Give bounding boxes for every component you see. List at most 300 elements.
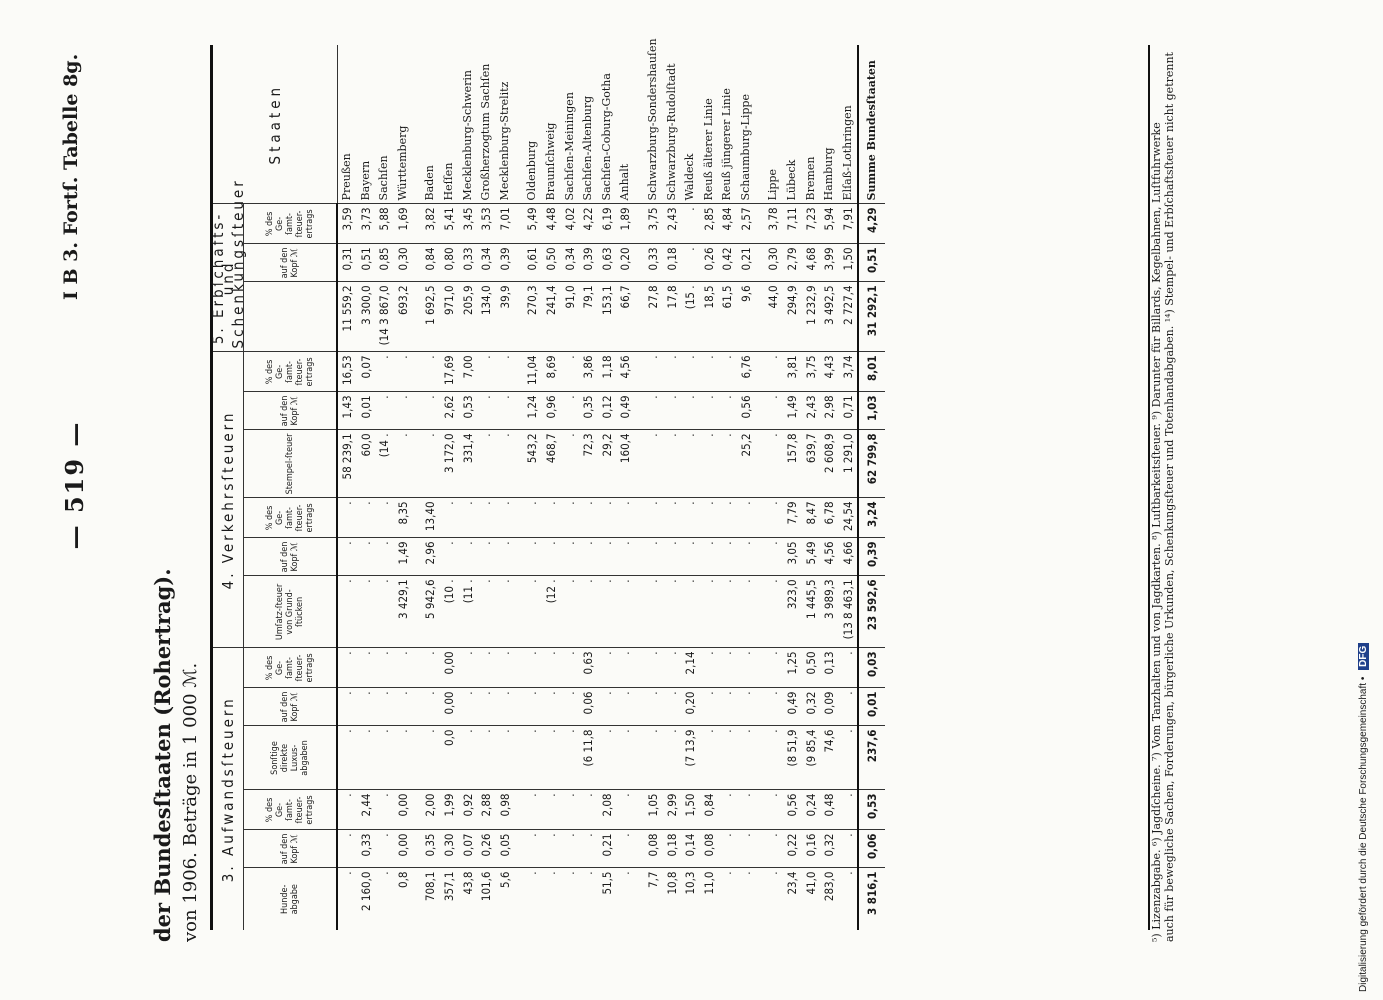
- table-cell: 1 232,9: [802, 282, 821, 352]
- table-cell: 17,8: [663, 282, 682, 352]
- table-cell: 74,6: [820, 726, 839, 790]
- state-name: Reuß älterer Linie: [700, 45, 719, 204]
- table-row: [421, 45, 440, 930]
- table-cell: .: [340, 871, 354, 875]
- state-name: Schwarzburg-Rudolſtadt: [663, 45, 682, 204]
- table-cell: 0,71: [839, 392, 859, 430]
- table-row: [802, 45, 821, 930]
- table-cell: 3 492,5: [820, 282, 839, 352]
- table-cell: .: [337, 830, 357, 868]
- table-cell: 693,2: [394, 282, 413, 352]
- table-cell: 1,50: [839, 244, 859, 282]
- table-cell: 0,48: [820, 790, 839, 830]
- table-cell: 0,84: [700, 790, 719, 830]
- table-cell: .: [663, 688, 682, 726]
- table-cell: 1,89: [616, 204, 635, 244]
- table-cell: 3 989,3: [820, 576, 839, 648]
- table-cell: .: [579, 830, 598, 868]
- table-cell: 153,1: [598, 282, 617, 352]
- table-cell: 0,53: [858, 790, 885, 830]
- table-cell: .: [523, 576, 542, 648]
- dfg-logo: DFG: [1358, 643, 1369, 670]
- table-cell: 2,43: [802, 392, 821, 430]
- spacer-cell: [635, 688, 644, 726]
- table-cell: .: [357, 726, 376, 790]
- table-cell: .: [700, 648, 719, 688]
- state-name: Sachſen: [375, 45, 394, 204]
- table-cell: 0,51: [357, 244, 376, 282]
- table-cell: 708,1: [423, 871, 438, 902]
- spacer-cell: [755, 45, 764, 204]
- table-cell: 2,98: [820, 392, 839, 430]
- table-cell: .: [496, 576, 515, 648]
- table-cell: 0,07: [459, 830, 478, 868]
- table-cell: .: [616, 688, 635, 726]
- spacer-cell: [514, 576, 523, 648]
- table-row: [477, 45, 496, 930]
- table-cell: 58 239,1: [337, 430, 357, 498]
- spacer-cell: [514, 392, 523, 430]
- table-cell: .: [357, 688, 376, 726]
- spacer-cell: [635, 498, 644, 538]
- table-cell: 18,5: [700, 282, 719, 352]
- spacer-cell: [755, 688, 764, 726]
- spacer-cell: [412, 282, 421, 352]
- table-cell: .: [496, 430, 515, 498]
- table-cell: 0,98: [496, 790, 515, 830]
- table-cell: .: [357, 648, 376, 688]
- table-cell: .: [561, 726, 580, 790]
- table-row: [375, 45, 394, 930]
- table-cell: .: [737, 726, 756, 790]
- table-cell: 11,04: [523, 352, 542, 392]
- table-cell: .: [718, 498, 737, 538]
- table-cell: .: [764, 498, 783, 538]
- table-cell: .: [459, 498, 478, 538]
- table-cell: 1 291,0: [839, 430, 859, 498]
- table-cell: 0,21: [598, 830, 617, 868]
- table-cell: 3,24: [858, 498, 885, 538]
- tax-table: [209, 38, 885, 930]
- table-cell: 283,0: [822, 871, 837, 902]
- table-cell: 0,13: [820, 648, 839, 688]
- table-cell: (8 51,9: [783, 726, 802, 790]
- table-cell: .: [375, 392, 394, 430]
- table-cell: .: [700, 392, 719, 430]
- table-cell: 1,50: [681, 790, 700, 830]
- table-cell: .: [644, 538, 663, 576]
- table-cell: .: [681, 244, 700, 282]
- col-pct: % des Ge-ſamt-ſteuer-ertrags: [244, 204, 338, 244]
- table-cell: 7,79: [783, 498, 802, 538]
- table-cell: 66,7: [616, 282, 635, 352]
- table-cell: .: [496, 726, 515, 790]
- table-cell: 0,33: [357, 830, 376, 868]
- digitization-note: [1358, 2, 1369, 992]
- table-cell: 0,35: [421, 830, 440, 868]
- table-cell: 0,30: [394, 244, 413, 282]
- table-cell: .: [477, 392, 496, 430]
- table-cell: 5,6: [497, 871, 512, 888]
- state-name: Sachſen-Altenburg: [579, 45, 598, 204]
- table-cell: .: [616, 726, 635, 790]
- table-cell: .: [542, 790, 561, 830]
- state-name: Summe Bundesſtaaten: [858, 45, 885, 204]
- spacer-cell: [412, 45, 421, 204]
- table-cell: .: [718, 648, 737, 688]
- table-cell: 7,23: [802, 204, 821, 244]
- spacer-cell: [412, 830, 421, 868]
- table-cell: .: [421, 648, 440, 688]
- table-body: [337, 38, 885, 930]
- col-umsatzsteuer: Umſatz-ſteuer von Grund-ſtücken: [244, 576, 338, 648]
- table-cell: 0,39: [858, 538, 885, 576]
- table-cell: .: [644, 648, 663, 688]
- table-cell: (7 13,9: [681, 726, 700, 790]
- state-name: Baden: [421, 45, 440, 204]
- table-row: [616, 45, 635, 930]
- table-cell: 4,02: [561, 204, 580, 244]
- table-cell: .: [718, 392, 737, 430]
- table-cell: 0,18: [663, 244, 682, 282]
- table-cell: .: [839, 790, 859, 830]
- table-cell: 3,81: [783, 352, 802, 392]
- table-cell: 8,35: [394, 498, 413, 538]
- table-cell: 5,49: [523, 204, 542, 244]
- table-cell: 60,0: [357, 430, 376, 498]
- table-cell: .: [579, 538, 598, 576]
- group-aufwandssteuern: 3. Aufwandsſteuern: [213, 648, 244, 930]
- state-name: Reuß jüngerer Linie: [718, 45, 737, 204]
- table-cell: 8,47: [802, 498, 821, 538]
- table-cell: 0,33: [459, 244, 478, 282]
- table-cell: .: [663, 392, 682, 430]
- table-row: [839, 45, 859, 930]
- table-cell: .: [663, 538, 682, 576]
- table-cell: 0,05: [496, 830, 515, 868]
- table-row: [644, 45, 663, 930]
- table-cell: .: [561, 648, 580, 688]
- spacer-cell: [635, 204, 644, 244]
- spacer-cell: [635, 430, 644, 498]
- table-cell: 357,1: [441, 871, 456, 902]
- table-cell: .: [561, 392, 580, 430]
- table-cell: .: [737, 648, 756, 688]
- table-cell: 0,21: [737, 244, 756, 282]
- spacer-cell: [412, 726, 421, 790]
- table-cell: 0,80: [440, 244, 459, 282]
- table-cell: 0,51: [858, 244, 885, 282]
- footnote-line-1: ⁵) Lizenzabgabe. ⁶) Jagdſcheine. ⁷) Vom Tanzhalten und von Jagdkarten. ⁸) Luſtbarkeitsſteuer. ⁹) Darunter für Billards, Kegelbahnen, Luſtfuhrwerke: [1150, 122, 1163, 942]
- col-sonstige: Sonſtige direkte Luxus-abgaben: [244, 726, 338, 790]
- table-cell: 2,99: [663, 790, 682, 830]
- table-cell: 2,08: [598, 790, 617, 830]
- table-cell: .: [477, 576, 496, 648]
- col-hundeabgabe: Hunde-abgabe: [244, 868, 338, 930]
- table-cell: .: [523, 688, 542, 726]
- table-cell: .: [644, 498, 663, 538]
- table-cell: 241,4: [542, 282, 561, 352]
- state-name: Bremen: [802, 45, 821, 204]
- table-cell: 7,7: [645, 871, 660, 888]
- table-cell: .: [766, 871, 781, 875]
- table-cell: 10,3: [683, 871, 698, 895]
- table-cell: .: [375, 726, 394, 790]
- table-cell: .: [375, 538, 394, 576]
- table-cell: .: [421, 352, 440, 392]
- table-cell: 323,0: [783, 576, 802, 648]
- table-row: [764, 45, 783, 930]
- table-cell: .: [764, 392, 783, 430]
- table-cell: 1 445,5: [802, 576, 821, 648]
- table-cell: 0,20: [681, 688, 700, 726]
- table-cell: .: [737, 498, 756, 538]
- table-cell: .: [663, 498, 682, 538]
- table-cell: 44,0: [764, 282, 783, 352]
- table-cell: .: [337, 498, 357, 538]
- table-cell: 6,19: [598, 204, 617, 244]
- spacer-cell: [412, 352, 421, 392]
- table-row: [459, 45, 478, 930]
- table-cell: .: [681, 204, 700, 244]
- spacer-cell: [514, 726, 523, 790]
- table-cell: .: [561, 352, 580, 392]
- table-cell: .: [598, 648, 617, 688]
- table-cell: 6,76: [737, 352, 756, 392]
- table-cell: 0,30: [440, 830, 459, 868]
- state-name: Bayern: [357, 45, 376, 204]
- table-cell: .: [700, 352, 719, 392]
- table-cell: .: [764, 688, 783, 726]
- spacer-cell: [755, 282, 764, 352]
- table-cell: .: [839, 648, 859, 688]
- table-cell: 0,14: [681, 830, 700, 868]
- spacer-cell: [755, 830, 764, 868]
- table-cell: .: [477, 726, 496, 790]
- spacer-cell: [635, 352, 644, 392]
- table-cell: 0,39: [579, 244, 598, 282]
- table-row: [700, 45, 719, 930]
- table-cell: .: [337, 648, 357, 688]
- table-cell: 4,84: [718, 204, 737, 244]
- col-pct: % des Ge-ſamt-ſteuer-ertrags: [244, 498, 338, 538]
- spacer-cell: [755, 726, 764, 790]
- table-cell: .: [542, 648, 561, 688]
- spacer-cell: [635, 392, 644, 430]
- spacer-cell: [755, 392, 764, 430]
- table-cell: .: [839, 726, 859, 790]
- table-cell: 6,78: [820, 498, 839, 538]
- table-cell: .: [421, 392, 440, 430]
- footnotes: [1150, 42, 1176, 942]
- table-cell: .: [523, 498, 542, 538]
- table-cell: 3 172,0: [440, 430, 459, 498]
- table-cell: 160,4: [616, 430, 635, 498]
- table-cell: 0,63: [598, 244, 617, 282]
- table-cell: 1,18: [598, 352, 617, 392]
- state-name: Schwarzburg-Sondershauſen: [644, 45, 663, 204]
- table-cell: 3,73: [357, 204, 376, 244]
- spacer-cell: [412, 538, 421, 576]
- page-header: [0, 0, 210, 1000]
- spacer-cell: [635, 244, 644, 282]
- table-cell: .: [523, 830, 542, 868]
- table-cell: .: [357, 498, 376, 538]
- table-cell: 0,16: [802, 830, 821, 868]
- spacer-cell: [514, 204, 523, 244]
- table-cell: .: [542, 830, 561, 868]
- table-cell: .: [579, 498, 598, 538]
- table-cell: 0,85: [375, 244, 394, 282]
- table-cell: .: [616, 576, 635, 648]
- table-cell: .: [737, 576, 756, 648]
- table-cell: 0,01: [858, 688, 885, 726]
- header-staaten: Staaten: [213, 45, 337, 204]
- table-cell: 3,59: [337, 204, 357, 244]
- table-cell: .: [700, 576, 719, 648]
- spacer-cell: [514, 45, 523, 204]
- col-pct: % des Ge-ſamt-ſteuer-ertrags: [244, 352, 338, 392]
- table-cell: .: [700, 498, 719, 538]
- col-kopf: auf den Kopf ℳ: [244, 244, 338, 282]
- spacer-cell: [635, 576, 644, 648]
- table-cell: .: [561, 688, 580, 726]
- table-cell: 5,41: [440, 204, 459, 244]
- table-cell: .: [561, 430, 580, 498]
- col-kopf: auf den Kopf ℳ: [244, 688, 338, 726]
- table-cell: 0,49: [616, 392, 635, 430]
- spacer-cell: [635, 830, 644, 868]
- table-cell: 72,3: [579, 430, 598, 498]
- table-cell: 270,3: [523, 282, 542, 352]
- table-row: [598, 45, 617, 930]
- table-cell: .: [618, 871, 633, 875]
- table-cell: 2,57: [737, 204, 756, 244]
- table-cell: 331,4: [459, 430, 478, 498]
- col-kopf: auf den Kopf ℳ: [244, 392, 338, 430]
- table-cell: .: [459, 538, 478, 576]
- table-cell: 4,56: [616, 352, 635, 392]
- table-cell: 7,00: [459, 352, 478, 392]
- spacer-cell: [412, 576, 421, 648]
- table-cell: 11 559,2: [337, 282, 357, 352]
- spacer-cell: [755, 430, 764, 498]
- table-cell: 157,8: [783, 430, 802, 498]
- table-cell: .: [477, 648, 496, 688]
- table-cell: .: [700, 538, 719, 576]
- spacer-cell: [514, 830, 523, 868]
- table-cell: 0,56: [783, 790, 802, 830]
- table-cell: .: [377, 871, 392, 875]
- table-cell: 23 592,6: [858, 576, 885, 648]
- table-cell: 3,75: [802, 352, 821, 392]
- spacer-cell: [514, 790, 523, 830]
- col-pct: % des Ge-ſamt-ſteuer-ertrags: [244, 648, 338, 688]
- table-cell: .: [337, 790, 357, 830]
- table-cell: 0,08: [644, 830, 663, 868]
- total-row: [858, 45, 885, 930]
- state-name: Anhalt: [616, 45, 635, 204]
- table-cell: 0,22: [783, 830, 802, 868]
- table-cell: .: [375, 830, 394, 868]
- table-cell: .: [840, 871, 855, 875]
- table-cell: .: [337, 538, 357, 576]
- table-cell: 3,86: [579, 352, 598, 392]
- table-cell: 0,0: [440, 726, 459, 790]
- table-cell: .: [663, 648, 682, 688]
- table-cell: 1,03: [858, 392, 885, 430]
- table-cell: 3,75: [644, 204, 663, 244]
- table-cell: 1 692,5: [421, 282, 440, 352]
- table-row: [523, 45, 542, 930]
- table-cell: .: [375, 648, 394, 688]
- table-cell: 7,01: [496, 204, 515, 244]
- table-cell: .: [496, 538, 515, 576]
- table-cell: 3,53: [477, 204, 496, 244]
- state-name: Elſaß-Lothringen: [839, 45, 859, 204]
- table-cell: 0,26: [700, 244, 719, 282]
- spacer-cell: [755, 538, 764, 576]
- spacer-cell: [635, 726, 644, 790]
- spacer-cell: [412, 790, 421, 830]
- table-cell: .: [616, 498, 635, 538]
- table-cell: 2,85: [700, 204, 719, 244]
- spacer-cell: [635, 648, 644, 688]
- spacer-cell: [755, 576, 764, 648]
- table-cell: 0,32: [802, 688, 821, 726]
- table-row: [820, 45, 839, 930]
- table-cell: .: [394, 352, 413, 392]
- table-row: [337, 45, 357, 930]
- table-cell: .: [542, 498, 561, 538]
- table-cell: .: [496, 688, 515, 726]
- spacer-cell: [514, 538, 523, 576]
- spacer-cell: [412, 648, 421, 688]
- table-cell: .: [375, 790, 394, 830]
- spacer-cell: [514, 430, 523, 498]
- table-cell: .: [394, 430, 413, 498]
- table-cell: 3,05: [783, 538, 802, 576]
- table-cell: .: [839, 688, 859, 726]
- table-cell: 2,00: [421, 790, 440, 830]
- table-cell: .: [663, 726, 682, 790]
- table-row: [357, 45, 376, 930]
- table-cell: .: [718, 352, 737, 392]
- table-cell: .: [616, 790, 635, 830]
- table-cell: 0,01: [357, 392, 376, 430]
- row-spacer: [635, 45, 644, 930]
- table-cell: .: [579, 576, 598, 648]
- spacer-cell: [514, 648, 523, 688]
- spacer-cell: [412, 244, 421, 282]
- spacer-cell: [755, 868, 764, 930]
- digitization-text: Digitalisierung gefördert durch die Deutsche Forschungsgemeinschaft •: [1358, 676, 1369, 992]
- table-cell: 0,00: [440, 648, 459, 688]
- spacer-cell: [514, 868, 523, 930]
- table-cell: .: [375, 352, 394, 392]
- spacer-cell: [412, 498, 421, 538]
- table-cell: .: [644, 726, 663, 790]
- spacer-cell: [755, 352, 764, 392]
- tax-table-container: [209, 38, 1150, 930]
- state-name: Preußen: [337, 45, 357, 204]
- table-cell: 23,4: [785, 871, 800, 895]
- table-cell: 0,32: [820, 830, 839, 868]
- table-cell: 0,50: [802, 648, 821, 688]
- table-cell: 0,06: [858, 830, 885, 868]
- table-cell: .: [700, 726, 719, 790]
- table-row: [737, 45, 756, 930]
